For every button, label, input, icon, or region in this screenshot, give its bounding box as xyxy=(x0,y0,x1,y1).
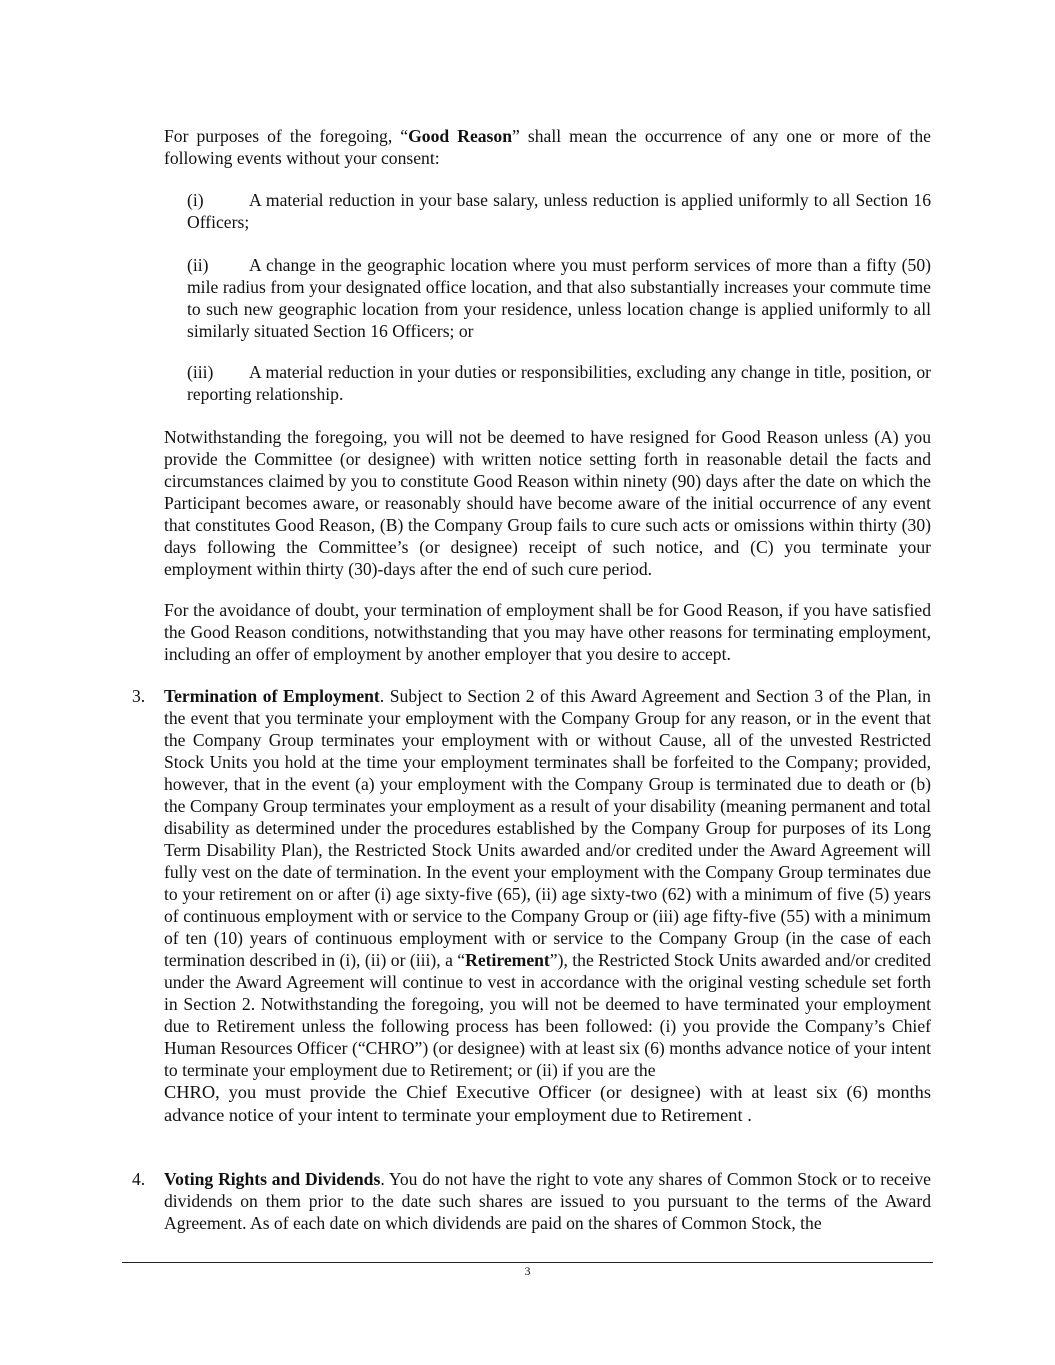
intro-text: For purposes of the foregoing, “ xyxy=(164,126,409,146)
section-heading: Termination of Employment xyxy=(164,686,380,706)
section-4 xyxy=(132,1168,931,1234)
good-reason-intro xyxy=(164,125,931,169)
notwithstanding-paragraph: Notwithstanding the foregoing, you will not be deemed to have resigned for Good Reason unless (A) you provide the Committee (or designee) with written notice setting forth in reasonable detail the facts and circumstances claimed by you to constitute Good Reason within ninety (90) days after the date on which the Participant becomes aware, or reasonably should have become aware of the initial occurrence of any event that constitutes Good Reason, (B) the Company Group fails to cure such acts or omissions within thirty (30) days following the Committee’s (or designee) receipt of such notice, and (C) you terminate your employment within thirty (30)-days after the end of such cure period. xyxy=(164,427,931,579)
event-text: A material reduction in your duties or responsibilities, excluding any change in title, position, or reporting relationship. xyxy=(187,362,931,404)
event-label: (ii) xyxy=(187,255,209,275)
footer-rule xyxy=(122,1262,933,1263)
event-item-iii xyxy=(187,361,931,405)
section-text: . Subject to Section 2 of this Award Agreement and Section 3 of the Plan, in the event that you terminate your employment with the Company Group for any reason, or in the event that the Company Group terminates your employment with or without Cause, all of the unvested Restricted Stock Units you hold at the time your employment terminates shall be forfeited to the Company; provided, however, that in the event (a) your employment with the Company Group is terminated due to death or (b) the Company Group terminates your employment as a result of your disability (meaning permanent and total disability as determined under the procedures established by the Company Group for purposes of its Long Term Disability Plan), the Restricted Stock Units awarded and/or credited under the Award Agreement will fully vest on the date of termination. In the event your employment with the Company Group terminates due to your retirement on or after (i) age sixty-five (65), (ii) age sixty-two (62) with a minimum of five (5) years of continuous employment with or service to the Company Group or (iii) age fifty-five (55) with a minimum of ten (10) years of continuous employment with or service to the Company Group (in the case of each termination described in (i), (ii) or (iii), a “ xyxy=(164,686,931,970)
event-text: A material reduction in your base salary, unless reduction is applied uniformly to all Section 16 Officers; xyxy=(187,190,931,232)
event-text: A change in the geographic location where you must perform services of more than a fifty (50) mile radius from your designated office location, and that also substantially increases your commute time to such new geographic location from your residence, unless location change is applied uniformly to all similarly situated Section 16 Officers; or xyxy=(187,255,931,341)
section-text-continued: ”), the Restricted Stock Units awarded and/or credited under the Award Agreement will continue to vest in accordance with the original vesting schedule set forth in Section 2. Notwithstanding the foregoing, you will not be deemed to have terminated your employment due to Retirement unless the following process has been followed: (i) you provide the Company’s Chief Human Resources Officer (“CHRO”) (or designee) with at least six (6) months advance notice of your intent to terminate your employment due to Retirement; or (ii) if you are the xyxy=(164,950,931,1080)
avoidance-paragraph: For the avoidance of doubt, your termination of employment shall be for Good Reason, if you have satisfied the Good Reason conditions, notwithstanding that you may have other reasons for terminating employment, including an offer of employment by another employer that you desire to accept. xyxy=(164,600,931,664)
event-label: (i) xyxy=(187,190,204,210)
intro-text-rest: ” shall mean the occurrence of any one or more of the following events without your consent: xyxy=(164,126,931,168)
section-number: 3. xyxy=(132,686,146,706)
section-text-final: CHRO, you must provide the Chief Executive Officer (or designee) with at least six (6) months advance notice of your intent to terminate your employment due to Retirement . xyxy=(164,1082,931,1125)
page-number: 3 xyxy=(524,1264,531,1278)
retirement-term: Retirement xyxy=(465,950,550,970)
section-number: 4. xyxy=(132,1169,146,1189)
section-3 xyxy=(132,685,931,1127)
event-item-i xyxy=(187,189,931,233)
event-label: (iii) xyxy=(187,362,214,382)
section-text: . You do not have the right to vote any shares of Common Stock or to receive dividends on them prior to the date such shares are issued to you pursuant to the terms of the Award Agreement. As of each date on which dividends are paid on the shares of Common Stock, the xyxy=(164,1169,931,1233)
good-reason-term: Good Reason xyxy=(408,126,512,146)
event-item-ii xyxy=(187,254,931,342)
section-heading: Voting Rights and Dividends xyxy=(164,1169,381,1189)
